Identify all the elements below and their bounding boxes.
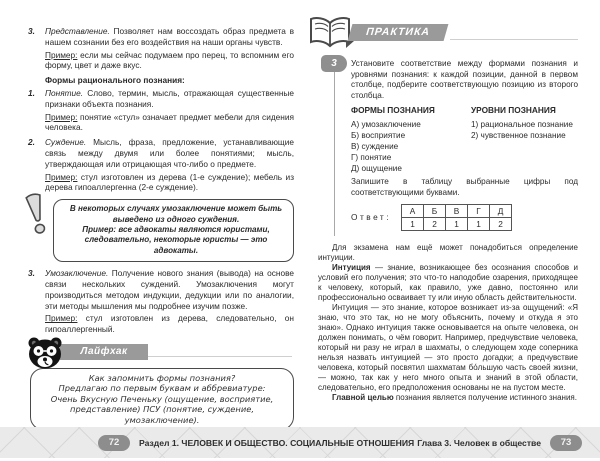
page-number-right: 73 — [550, 435, 582, 451]
item-term: Представление. — [45, 26, 110, 36]
paragraph-intuition-explanation: Интуиция — это знание, которое возникает из-за ощущений: «Я знаю, что это так, но не могу объяснить, почему и откуда я это знаю». Однако интуиция также основывается на опыте человека, он должен понимать, о чём говорит. Например, предчувствие человека, который ни разу не играл в шахматы, о следующем ходе соперника нельзя назвать интуицией — это просто догадки; а предчувствие человека, который посвятил шахматам бо́льшую часть своей жизни, — можно, так как у него много опыта и знаний в этой области, следовательно, его предположения основаны не на пустом месте. — [318, 302, 578, 392]
item-number: 3. — [28, 26, 35, 36]
practice-banner — [348, 24, 449, 41]
list-item-umozaklyuchenie — [28, 268, 294, 311]
paragraph-rest: — знание, возникающее без осознания способов и условий его получения; это что-то наподобие озарения, приходящее к человеку, который, как правило, уже давно, постоянно или профессионально осваивает ту или иную область действительности. — [318, 262, 578, 302]
right-page — [300, 0, 600, 427]
item-number: 3. — [28, 268, 35, 279]
lifehack-text-line: Очень Вкусную Печеньку (ощущение, восприятие, — [50, 393, 274, 404]
example-block — [28, 50, 294, 72]
forms-heading: Формы рационального познания: — [45, 75, 185, 86]
forms-item: Г) понятие — [351, 153, 392, 163]
example-block — [28, 112, 294, 134]
exercise-intro: Установите соответствие между формами познания и уровнями познания: к каждой позиции, данной в первом столбце, подберите соответствующую позицию из второго столбца. — [351, 59, 578, 100]
lifehack-box — [30, 368, 294, 427]
footer-band — [0, 427, 600, 458]
lifehack-text-line: представление) ПСУ (понятие, суждение, умозаключение). — [70, 404, 254, 425]
footer-section-label: Раздел 1. ЧЕЛОВЕК И ОБЩЕСТВО. СОЦИАЛЬНЫЕ ОТНОШЕНИЯ — [139, 437, 415, 448]
example-block — [28, 172, 294, 194]
forms-item: В) суждение — [351, 142, 399, 152]
item-text: Получение нового знания (вывода) на основе связи нескольких суждений. Умозаключения могут производиться методом индукции, дедукции или по аналогии, эти методы мышления мы подробнее изучим позже. — [45, 268, 294, 311]
matching-columns — [351, 105, 578, 174]
item-number: 1. — [28, 87, 35, 98]
lifehack-header — [30, 343, 294, 363]
list-item-predstavlenie — [28, 26, 294, 48]
item-term: Суждение. — [45, 137, 87, 148]
answer-header-cell: Г — [468, 204, 490, 217]
example-block — [28, 313, 294, 335]
example-text: понятие «стул» означает предмет мебели для сидения человека. — [45, 111, 294, 133]
practice-banner-label: ПРАКТИКА — [364, 26, 432, 38]
answer-value-cell: 2 — [424, 217, 446, 230]
answer-row — [351, 204, 578, 231]
levels-column — [471, 105, 578, 174]
bear-icon — [26, 336, 64, 370]
banner-rule — [148, 356, 292, 357]
levels-column-header: УРОВНИ ПОЗНАНИЯ — [471, 105, 556, 116]
lifehack-banner — [60, 344, 148, 360]
list-item-ponyatie — [28, 88, 294, 110]
forms-column-header: ФОРМЫ ПОЗНАНИЯ — [351, 105, 435, 116]
paragraph-exam-note: Для экзамена нам ещё может понадобиться определение интуиции. — [318, 242, 578, 262]
answer-header-cell: А — [402, 204, 424, 217]
answer-value-cell: 1 — [446, 217, 468, 230]
forms-item: Д) ощущение — [351, 164, 402, 174]
levels-item: 2) чувственное познание — [471, 131, 566, 141]
list-item-suzhdenie — [28, 137, 294, 169]
example-label: Пример: — [45, 313, 78, 324]
forms-column — [351, 105, 471, 174]
exercise-instruction: Запишите в таблицу выбранные цифры под соответствующими буквами. — [351, 177, 578, 197]
bold-lead: Главной целью — [332, 392, 394, 402]
exercise-number-badge: 3 — [321, 55, 347, 72]
lifehack-text-line: Предлагаю по первым буквам и аббревиатуре: — [58, 383, 266, 394]
item-term: Умозаключение. — [45, 268, 109, 279]
answer-table — [401, 204, 512, 231]
attention-text-line: В некоторых случаях умозаключение может быть — [69, 204, 283, 214]
item-text: Позволяет нам воссоздать образ предмета в нашем сознании без его воздействия на наши органы чувств. — [45, 26, 295, 47]
attention-box — [53, 199, 294, 262]
example-label: Пример: — [45, 49, 78, 60]
page-number-left: 72 — [98, 435, 130, 451]
paragraph-intuition-definition — [318, 263, 578, 303]
paragraph-main-goal — [318, 393, 578, 403]
exercise-block — [331, 56, 578, 236]
answer-header-row — [402, 204, 512, 217]
answer-header-cell: Д — [490, 204, 512, 217]
item-number: 2. — [28, 137, 35, 148]
attention-text-line: Пример: все адвокаты являются юристами, — [82, 224, 270, 234]
footer-left — [98, 435, 414, 451]
exclamation-icon — [26, 193, 48, 237]
levels-item: 1) рациональное познание — [471, 120, 573, 130]
answer-label: Ответ: — [351, 212, 392, 223]
item-text: Мысль, фраза, предложение, устанавливающие связь между двумя или более понятиями; мысль, утверждающая или отрицающая что-либо о предмете. — [45, 137, 295, 169]
footer-chapter-label: Глава 3. Человек в обществе — [417, 437, 541, 448]
item-text: Слово, термин, мысль, отражающая существенные признаки объекта познания. — [45, 87, 294, 109]
attention-text-line: выведено из одного суждения. — [112, 214, 240, 224]
example-label: Пример: — [45, 171, 78, 182]
lifehack-section — [28, 343, 294, 427]
attention-text-line: следовательно, некоторые юристы — это адвокаты. — [84, 235, 268, 255]
example-text: стул изготовлен из дерева (1-е суждение); мебель из дерева гипоаллергенна (2-е суждение). — [45, 171, 294, 193]
banner-rule — [450, 39, 578, 40]
banner-fold — [346, 41, 354, 48]
example-text: если мы сейчас подумаем про перец, то вспомним его форму, цвет и даже вкус. — [45, 49, 294, 71]
example-label: Пример: — [45, 111, 78, 122]
answer-header-cell: В — [446, 204, 468, 217]
answer-header-cell: Б — [424, 204, 446, 217]
example-text: стул изготовлен из дерева, следовательно, он гипоаллергенный. — [45, 313, 294, 335]
practice-header — [318, 18, 578, 52]
forms-item: Б) восприятие — [351, 131, 406, 141]
left-page — [0, 0, 300, 427]
answer-value-cell: 1 — [468, 217, 490, 230]
item-term: Понятие. — [45, 87, 84, 98]
forms-item: А) умозаключение — [351, 120, 421, 130]
answer-value-cell: 2 — [490, 217, 512, 230]
footer-right — [417, 435, 582, 451]
answer-value-row — [402, 217, 512, 230]
lifehack-banner-label: Лайфхак — [80, 345, 128, 357]
paragraph-rest: познания является получение истинного знания. — [393, 392, 577, 402]
lifehack-text-line: Как запомнить формы познания? — [88, 372, 236, 383]
bold-lead: Интуиция — [332, 262, 371, 272]
answer-value-cell: 1 — [402, 217, 424, 230]
